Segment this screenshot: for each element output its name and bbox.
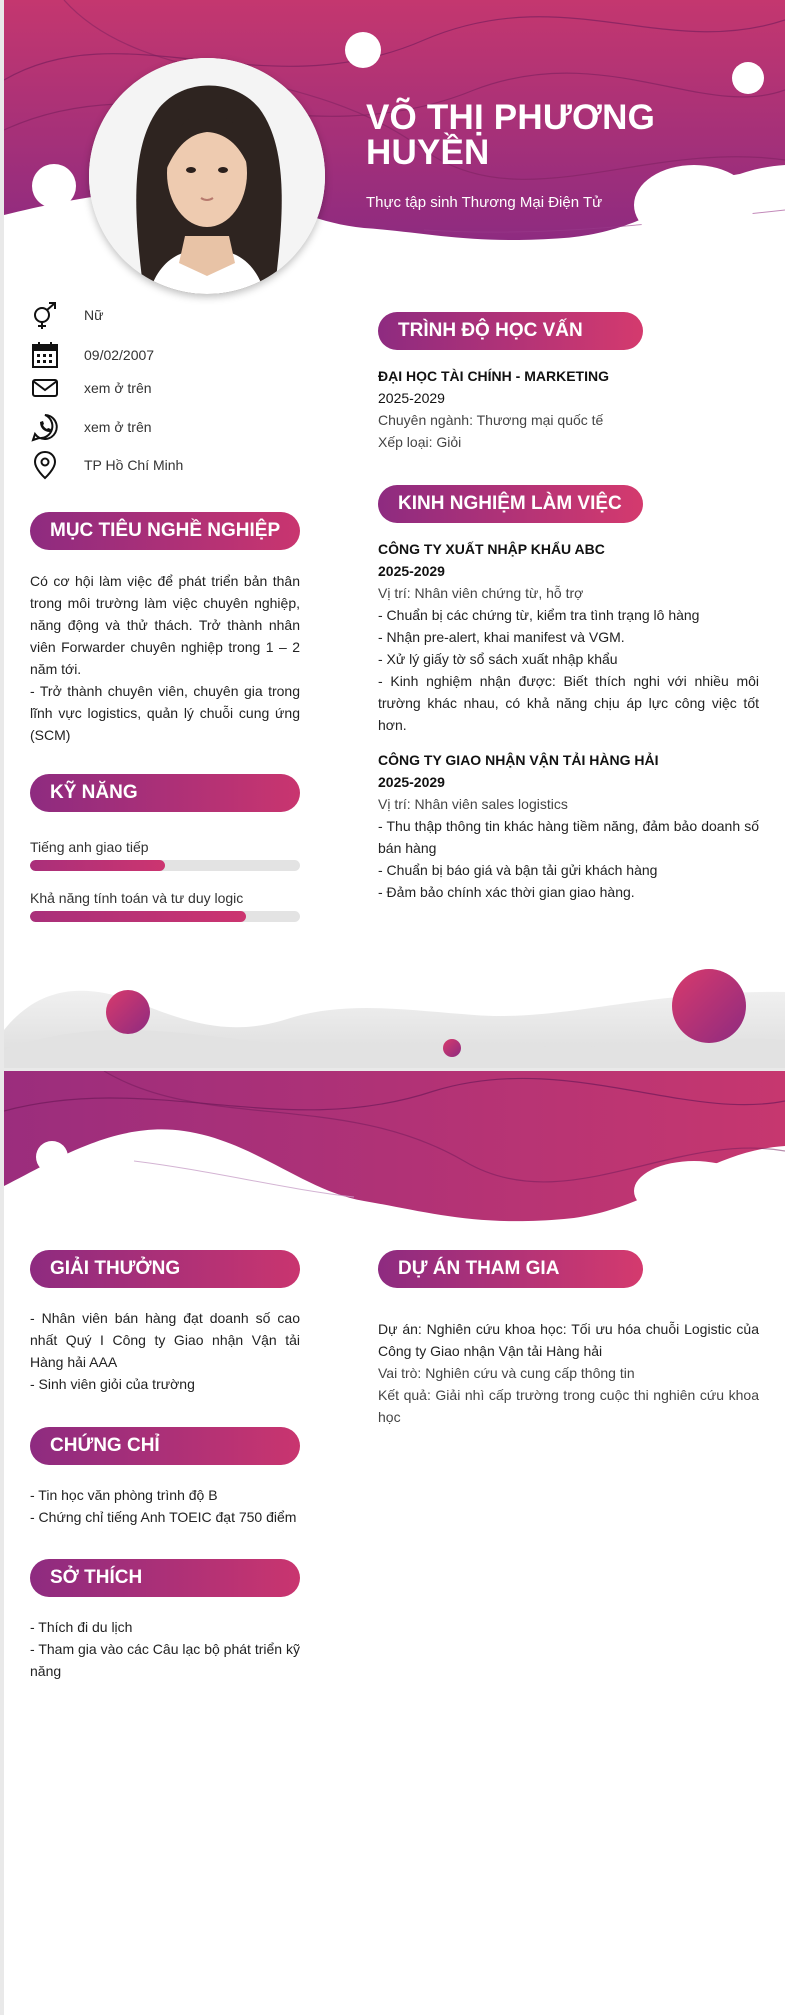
section-heading-projects: DỰ ÁN THAM GIA — [378, 1250, 643, 1288]
project-role: Vai trò: Nghiên cứu và cung cấp thông tin — [378, 1365, 635, 1381]
objective-line: Có cơ hội làm việc để phát triển bản thân trong môi trường làm việc chuyên nghiệp, năng động và thử thách. Trở thành nhân viên Forwarder chuyên nghiệp trong 1 – 2 năm tới. — [30, 573, 300, 677]
job-line: Vị trí: Nhân viên sales logistics — [378, 796, 568, 812]
footer-wave-decoration — [4, 960, 785, 1068]
profile-photo-illustration — [89, 58, 325, 294]
objective-text — [30, 570, 300, 746]
phone-icon — [30, 412, 60, 442]
education-major: Chuyên ngành: Thương mại quốc tế — [378, 412, 604, 428]
page2-header-wave — [4, 1071, 785, 1231]
skill-bar — [30, 860, 300, 871]
job-line: - Kinh nghiệm nhận được: Biết thích nghi với nhiều môi trường khác nhau, có khả năng chịu áp lực công việc tốt hơn. — [378, 673, 759, 733]
job-line: - Đảm bảo chính xác thời gian giao hàng. — [378, 884, 635, 900]
section-heading-experience: KINH NGHIỆM LÀM VIỆC — [378, 485, 643, 523]
job-line: - Xử lý giấy tờ sổ sách xuất nhập khẩu — [378, 651, 618, 667]
section-heading-objective: MỤC TIÊU NGHỀ NGHIỆP — [30, 512, 300, 550]
section-heading-hobbies: SỞ THÍCH — [30, 1559, 300, 1597]
section-heading-certificates: CHỨNG CHỈ — [30, 1427, 300, 1465]
hobby-line: - Thích đi du lịch — [30, 1619, 133, 1635]
skill-label: Khả năng tính toán và tư duy logic — [30, 890, 244, 906]
education-rank: Xếp loại: Giỏi — [378, 434, 462, 450]
education-years: 2025-2029 — [378, 390, 445, 406]
certificate-line: - Chứng chỉ tiếng Anh TOEIC đạt 750 điểm — [30, 1509, 297, 1525]
email-text[interactable]: xem ở trên — [84, 380, 152, 396]
contact-birthday — [30, 340, 290, 370]
skill-bar-fill — [30, 860, 165, 871]
job-years: 2025-2029 — [378, 563, 445, 579]
location-pin-icon — [30, 450, 60, 480]
gender-text: Nữ — [84, 307, 104, 323]
awards-text — [30, 1307, 300, 1395]
contact-email — [30, 373, 290, 403]
birthday-text: 09/02/2007 — [84, 347, 155, 363]
candidate-name: VÕ THỊ PHƯƠNG HUYỀN — [366, 98, 656, 172]
job-line: - Thu thập thông tin khác hàng tiềm năng, đảm bảo doanh số bán hàng — [378, 818, 759, 856]
job-line: - Chuẩn bị các chứng từ, kiểm tra tình trạng lô hàng — [378, 607, 700, 623]
location-text: TP Hồ Chí Minh — [84, 457, 184, 473]
education-school: ĐẠI HỌC TÀI CHÍNH - MARKETING — [378, 368, 609, 384]
certificate-line: - Tin học văn phòng trình độ B — [30, 1487, 218, 1503]
cv-page-1 — [4, 0, 785, 1068]
candidate-job-title: Thực tập sinh Thương Mại Điện Tử — [366, 194, 603, 211]
skill-label: Tiếng anh giao tiếp — [30, 839, 149, 855]
award-line: - Nhân viên bán hàng đạt doanh số cao nhất Quý I Công ty Giao nhận Vận tải Hàng hải AAA — [30, 1310, 300, 1370]
objective-line: - Trở thành chuyên viên, chuyên gia trong lĩnh vực logistics, quản lý chuỗi cung ứng (SCM) — [30, 683, 300, 743]
job-years: 2025-2029 — [378, 774, 445, 790]
contact-phone — [30, 412, 290, 442]
section-heading-skills: KỸ NĂNG — [30, 774, 300, 812]
hobby-line: - Tham gia vào các Câu lạc bộ phát triển kỹ năng — [30, 1641, 300, 1679]
job-line: - Nhận pre-alert, khai manifest và VGM. — [378, 629, 625, 645]
profile-photo — [89, 58, 325, 294]
experience-job-2 — [378, 749, 759, 903]
award-line: - Sinh viên giỏi của trường — [30, 1376, 195, 1392]
contact-location — [30, 450, 290, 480]
contact-gender — [30, 300, 290, 330]
job-company: CÔNG TY XUẤT NHẬP KHẨU ABC — [378, 541, 605, 557]
projects-text — [378, 1318, 759, 1428]
hobbies-text — [30, 1616, 300, 1682]
project-result: Kết quả: Giải nhì cấp trường trong cuộc thi nghiên cứu khoa học — [378, 1387, 759, 1425]
cv-page-2 — [4, 1071, 785, 2015]
certificates-text — [30, 1484, 320, 1528]
education-block — [378, 365, 758, 453]
job-company: CÔNG TY GIAO NHẬN VẬN TẢI HÀNG HẢI — [378, 752, 659, 768]
email-icon — [30, 373, 60, 403]
job-line: - Chuẩn bị báo giá và bận tải gửi khách hàng — [378, 862, 658, 878]
calendar-icon — [30, 340, 60, 370]
section-heading-awards: GIẢI THƯỞNG — [30, 1250, 300, 1288]
job-line: Vị trí: Nhân viên chứng từ, hỗ trợ — [378, 585, 584, 601]
project-name: Dự án: Nghiên cứu khoa học: Tối ưu hóa chuỗi Logistic của Công ty Giao nhận Vận tải Hàng hải — [378, 1321, 759, 1359]
skill-bar — [30, 911, 300, 922]
phone-text[interactable]: xem ở trên — [84, 419, 152, 435]
experience-job-1 — [378, 538, 759, 736]
skill-bar-fill — [30, 911, 246, 922]
gender-icon — [30, 300, 60, 330]
section-heading-education: TRÌNH ĐỘ HỌC VẤN — [378, 312, 643, 350]
